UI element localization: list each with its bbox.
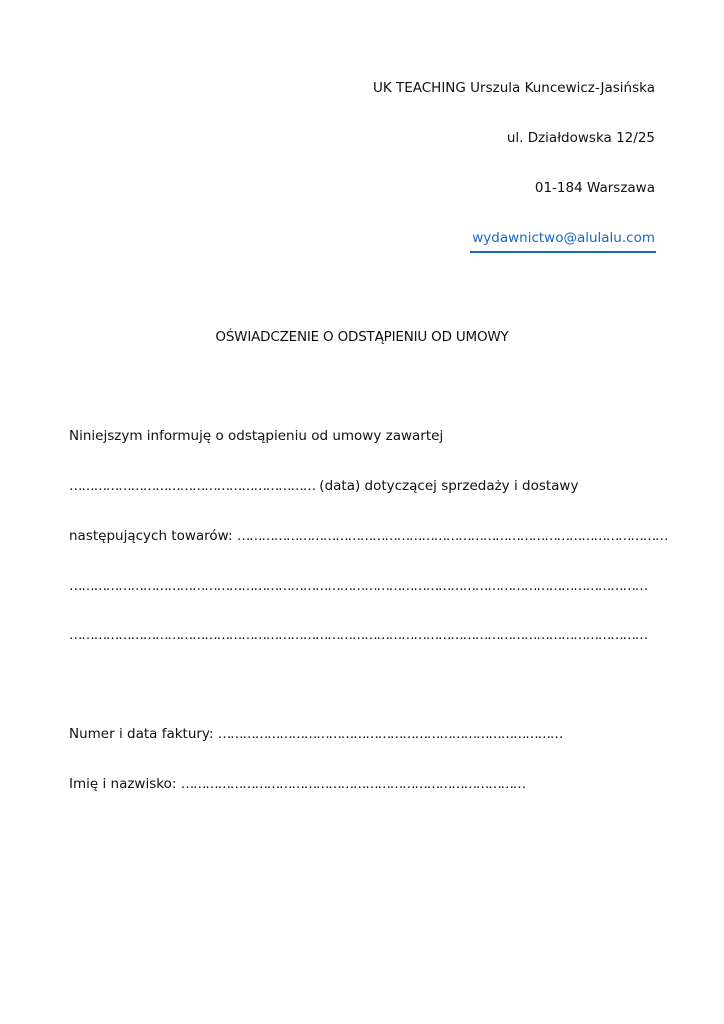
invoice-fill-line: ………………………………………………………………………… — [217, 726, 563, 742]
fill-dots: …………………………………………………………………………………………………………………………… — [69, 578, 648, 594]
invoice-line — [69, 725, 562, 743]
email-link[interactable]: wydawnictwo@alulalu.com — [472, 230, 655, 246]
goods-label: następujących towarów: — [69, 528, 237, 544]
date-label-text: (data) dotyczącej sprzedaży i dostawy — [315, 478, 579, 494]
name-label: Imię i nazwisko: — [69, 776, 181, 792]
email-underline — [470, 251, 656, 253]
city-postcode: 01-184 Warszawa — [534, 180, 655, 196]
company-name: UK TEACHING Urszula Kuncewicz-Jasińska — [372, 80, 655, 96]
street-address: ul. Działdowska 12/25 — [506, 130, 655, 146]
email-line — [472, 229, 655, 247]
goods-fill-line-3 — [69, 626, 647, 644]
goods-fill-line-2 — [69, 577, 647, 595]
body-line-goods — [69, 527, 667, 545]
name-fill-line: ………………………………………………………………………… — [180, 776, 526, 792]
goods-fill-line: …………………………………………………………………………………………… — [236, 528, 668, 544]
document-title: OŚWIADCZENIE O ODSTĄPIENIU OD UMOWY — [215, 329, 509, 345]
body-line-intro: Niniejszym informuję o odstąpieniu od umowy zawartej — [69, 428, 444, 444]
body-line-date — [69, 477, 578, 495]
name-line — [69, 775, 525, 793]
invoice-label: Numer i data faktury: — [69, 726, 218, 742]
fill-dots: …………………………………………………………………………………………………………………………… — [69, 627, 648, 643]
date-fill-line: …………………………………………………… — [69, 478, 316, 494]
